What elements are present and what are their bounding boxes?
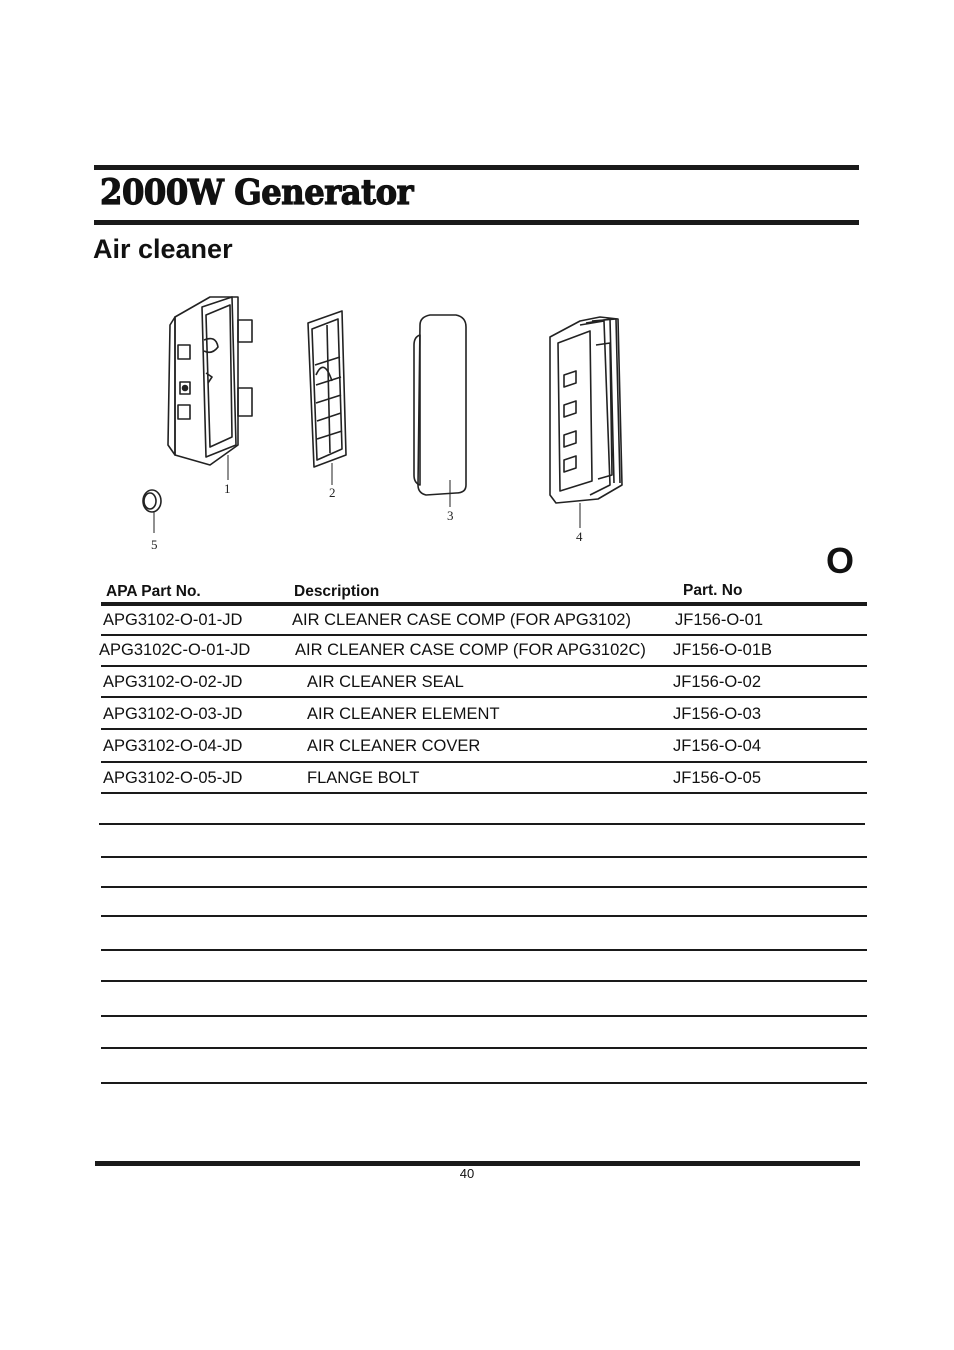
callout-3: 3 — [447, 508, 454, 523]
empty-row-divider — [101, 1015, 867, 1017]
column-header-part-no: Part. No — [683, 582, 743, 599]
apa-part-number: APG3102C-O-01-JD — [99, 641, 251, 659]
row-divider — [101, 728, 867, 730]
row-divider — [101, 792, 867, 794]
row-divider — [101, 665, 867, 667]
callout-5: 5 — [151, 537, 158, 552]
part-number: JF156-O-01 — [675, 611, 764, 629]
part-description: AIR CLEANER SEAL — [307, 673, 464, 691]
air-cleaner-exploded-diagram — [120, 285, 660, 555]
row-divider — [101, 696, 867, 698]
callout-1: 1 — [224, 481, 231, 496]
part-number: JF156-O-04 — [673, 737, 762, 755]
flange-bolt-illustration — [143, 490, 161, 533]
callout-2: 2 — [329, 485, 336, 500]
header-bottom-rule — [94, 220, 859, 225]
part-description: AIR CLEANER CASE COMP (FOR APG3102C) — [295, 641, 646, 659]
table-header-rule — [101, 602, 867, 606]
part-description: AIR CLEANER COVER — [307, 737, 481, 755]
part-number: JF156-O-05 — [673, 769, 762, 787]
empty-row-divider — [101, 856, 867, 858]
page-title: 2000W Generator — [100, 172, 414, 213]
empty-row-divider — [101, 1082, 867, 1084]
apa-part-number: APG3102-O-03-JD — [103, 705, 243, 723]
part-description: AIR CLEANER ELEMENT — [307, 705, 500, 723]
apa-part-number: APG3102-O-04-JD — [103, 737, 243, 755]
row-divider — [101, 634, 867, 636]
empty-row-divider — [101, 886, 867, 888]
air-cleaner-case-illustration — [168, 297, 252, 480]
column-header-apa-part-no: APA Part No. — [106, 583, 201, 600]
section-letter: O — [826, 540, 855, 581]
empty-row-divider — [101, 980, 867, 982]
part-description: AIR CLEANER CASE COMP (FOR APG3102) — [292, 611, 631, 629]
part-number: JF156-O-02 — [673, 673, 762, 691]
part-number: JF156-O-01B — [673, 641, 773, 659]
column-header-description: Description — [294, 583, 380, 600]
empty-row-divider — [101, 1047, 867, 1049]
page-number: 40 — [459, 1166, 475, 1181]
empty-row-divider — [99, 823, 865, 825]
air-cleaner-seal-illustration — [308, 311, 346, 485]
air-cleaner-cover-illustration — [550, 317, 622, 528]
row-divider — [101, 761, 867, 763]
empty-row-divider — [101, 949, 867, 951]
air-cleaner-element-illustration — [414, 315, 466, 507]
part-description: FLANGE BOLT — [307, 769, 420, 787]
header-top-rule — [94, 165, 859, 170]
part-number: JF156-O-03 — [673, 705, 762, 723]
empty-row-divider — [101, 915, 867, 917]
apa-part-number: APG3102-O-05-JD — [103, 769, 243, 787]
callout-4: 4 — [576, 529, 583, 544]
apa-part-number: APG3102-O-01-JD — [103, 611, 243, 629]
apa-part-number: APG3102-O-02-JD — [103, 673, 243, 691]
section-title: Air cleaner — [93, 234, 233, 264]
